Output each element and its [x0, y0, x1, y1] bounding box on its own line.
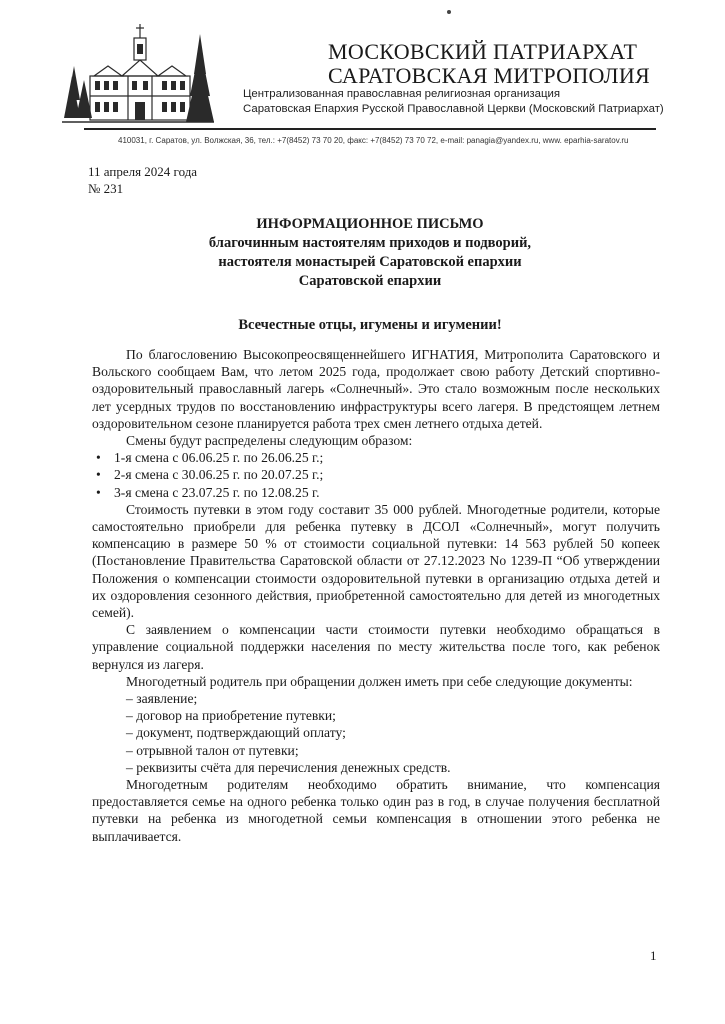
document-item: – заявление;	[126, 691, 198, 707]
organization-title	[328, 40, 698, 88]
header-divider	[84, 128, 656, 130]
paragraph-blessing: По благословению Высокопреосвященнейшего ИГНАТИЯ, Митрополита Саратовского и Вольского сообщаем Вам, что летом 2025 года, продолжает свою работу Детский спортивно-оздоровительный православный лагерь «Солнечный». Это стало возможным после нескольких лет усердных трудов по восстановлению инфраструктуры всего лагеря. В предстоящем летнем оздоровительном сезоне планируется работа трех смен летнего отдыха детей.	[92, 347, 660, 431]
shift-item: • 1-я смена с 06.06.25 г. по 26.06.25 г.;	[92, 449, 660, 466]
title-line-1: МОСКОВСКИЙ ПАТРИАРХАТ	[328, 39, 638, 64]
contact-info: 410031, г. Саратов, ул. Волжская, 36, тел.: +7(8452) 73 70 20, факс: +7(8452) 73 70 72, e-mail: panagia@yandex.ru, www. eparhia-saratov.ru	[118, 136, 629, 145]
subtitle-line-2: Саратовская Епархия Русской Православной Церкви (Московский Патриархат)	[243, 103, 664, 115]
paragraph-notice: Многодетным родителям необходимо обратить внимание, что компенсация предоставляется семье на одного ребенка только один раз в год, в случае получения бесплатной путевки на ребенка из многодетной семьи компенсация в отношении этого ребенка не выплачивается.	[92, 777, 660, 844]
paragraph-application: С заявлением о компенсации части стоимости путевки необходимо обращаться в управление социальной поддержки населения по месту жительства после того, как ребенок вернулся из лагеря.	[92, 622, 660, 672]
paragraph-cost: Стоимость путевки в этом году составит 35 000 рублей. Многодетные родители, которые самостоятельно приобрели для ребенка путевку в ДСОЛ «Солнечный», могут получить компенсацию в размере 50 % от стоимости социальной путевки: 14 563 рублей 50 копеек (Постановление Правительства Саратовской области от 27.12.2023 No 1239-П “Об утверждении Положения о компенсации стоимости оздоровительной путевки в организацию отдыха детей и их оздоровления сезонного действия, приобретенной самостоятельно для детей из многодетных семей).	[92, 501, 660, 621]
letter-date: 11 апреля 2024 года	[88, 164, 198, 179]
organization-subtitle	[243, 87, 683, 117]
cathedral-building-icon	[58, 18, 216, 126]
title-addressee-3: Саратовской епархии	[298, 273, 442, 289]
title-heading: ИНФОРМАЦИОННОЕ ПИСЬМО	[256, 216, 484, 232]
paragraph-documents-intro: Многодетный родитель при обращении должен иметь при себе следующие документы:	[126, 673, 633, 689]
title-line-2: САРАТОВСКАЯ МИТРОПОЛИЯ	[328, 63, 651, 88]
subtitle-line-1: Централизованная православная религиозная организация	[243, 88, 561, 100]
letter-number: № 231	[88, 181, 124, 196]
shift-item: • 3-я смена с 23.07.25 г. по 12.08.25 г.	[92, 484, 660, 501]
letter-body	[92, 346, 660, 845]
document-item: – реквизиты счёта для перечисления денежных средств.	[126, 759, 451, 775]
document-item: – документ, подтверждающий оплату;	[126, 725, 346, 741]
greeting: Всечестные отцы, игумены и игумении!	[238, 317, 502, 333]
title-addressee-2: настоятеля монастырей Саратовской епархии	[218, 254, 522, 270]
document-item: – договор на приобретение путевки;	[126, 708, 336, 724]
paragraph-shifts-intro: Смены будут распределены следующим образом:	[126, 433, 413, 449]
documents-list	[92, 690, 660, 776]
shift-list	[92, 449, 660, 501]
page-number: 1	[650, 948, 657, 963]
shift-item: • 2-я смена с 30.06.25 г. по 20.07.25 г.;	[92, 466, 660, 483]
scan-speck	[447, 10, 451, 14]
letter-title	[80, 215, 660, 291]
title-addressee-1: благочинным настоятелям приходов и подворий,	[208, 235, 532, 251]
document-item: – отрывной талон от путевки;	[126, 742, 299, 758]
